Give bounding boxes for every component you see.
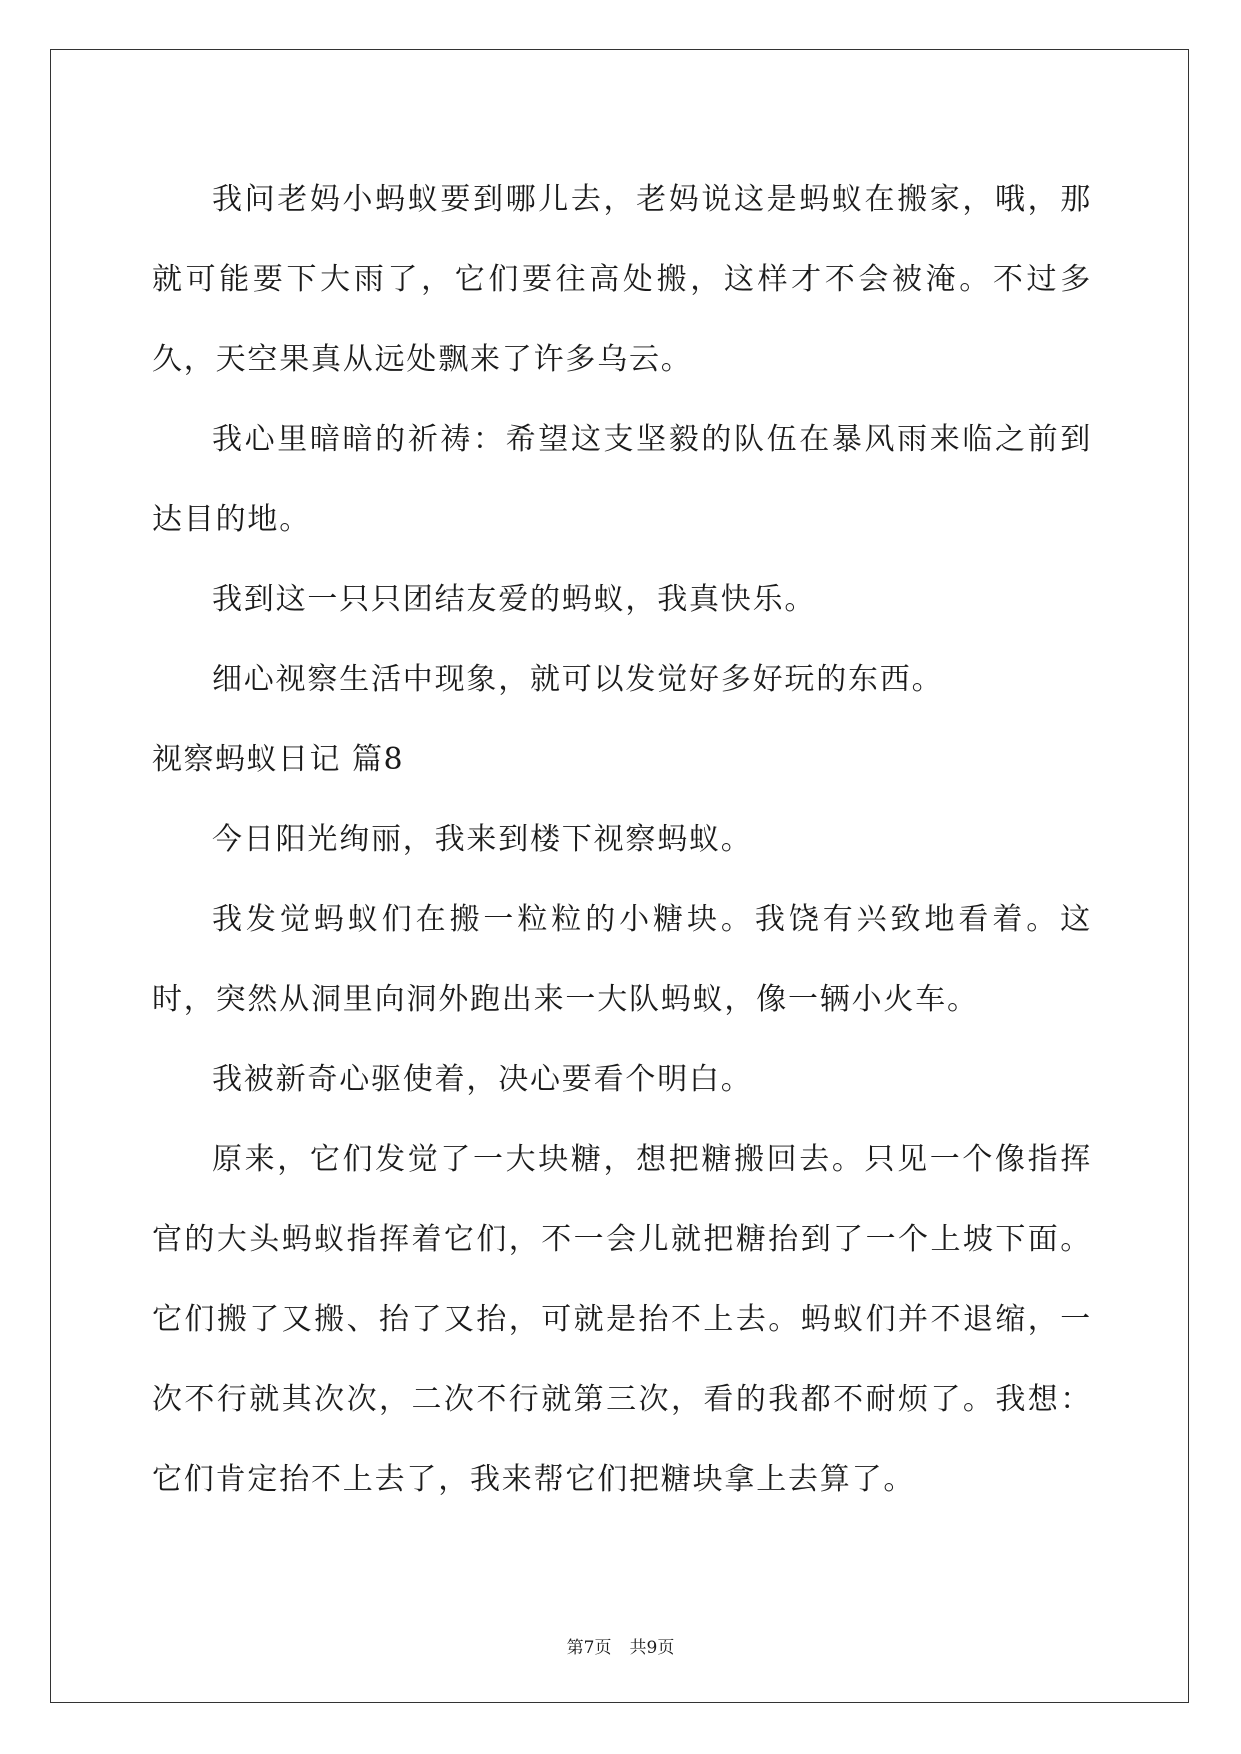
page-footer <box>0 1636 1241 1660</box>
paragraph: 我被新奇心驱使着，决心要看个明白。 <box>212 1062 753 1097</box>
paragraph: 我到这一只只团结友爱的蚂蚁，我真快乐。 <box>212 582 817 617</box>
paragraph: 细心视察生活中现象，就可以发觉好多好玩的东西。 <box>212 662 944 697</box>
document-body <box>152 160 1092 1520</box>
paragraph: 我心里暗暗的祈祷：希望这支坚毅的队伍在暴风雨来临之前到达目的地。 <box>152 422 1092 537</box>
current-page-number: 第7页 <box>566 1638 612 1658</box>
paragraph: 原来，它们发觉了一大块糖，想把糖搬回去。只见一个像指挥官的大头蚂蚁指挥着它们，不一会儿就把糖抬到了一个上坡下面。它们搬了又搬、抬了又抬，可就是抬不上去。蚂蚁们并不退缩，一次不行就其次次，二次不行就第三次，看的我都不耐烦了。我想：它们肯定抬不上去了，我来帮它们把糖块拿上去算了。 <box>152 1142 1092 1497</box>
total-pages: 共9页 <box>629 1638 675 1658</box>
paragraph: 我问老妈小蚂蚁要到哪儿去，老妈说这是蚂蚁在搬家，哦，那就可能要下大雨了，它们要往高处搬，这样才不会被淹。不过多久，天空果真从远处飘来了许多乌云。 <box>152 182 1092 377</box>
section-heading: 视察蚂蚁日记 篇8 <box>152 742 405 777</box>
paragraph: 今日阳光绚丽，我来到楼下视察蚂蚁。 <box>212 822 753 857</box>
paragraph: 我发觉蚂蚁们在搬一粒粒的小糖块。我饶有兴致地看着。这时，突然从洞里向洞外跑出来一大队蚂蚁，像一辆小火车。 <box>152 902 1092 1017</box>
